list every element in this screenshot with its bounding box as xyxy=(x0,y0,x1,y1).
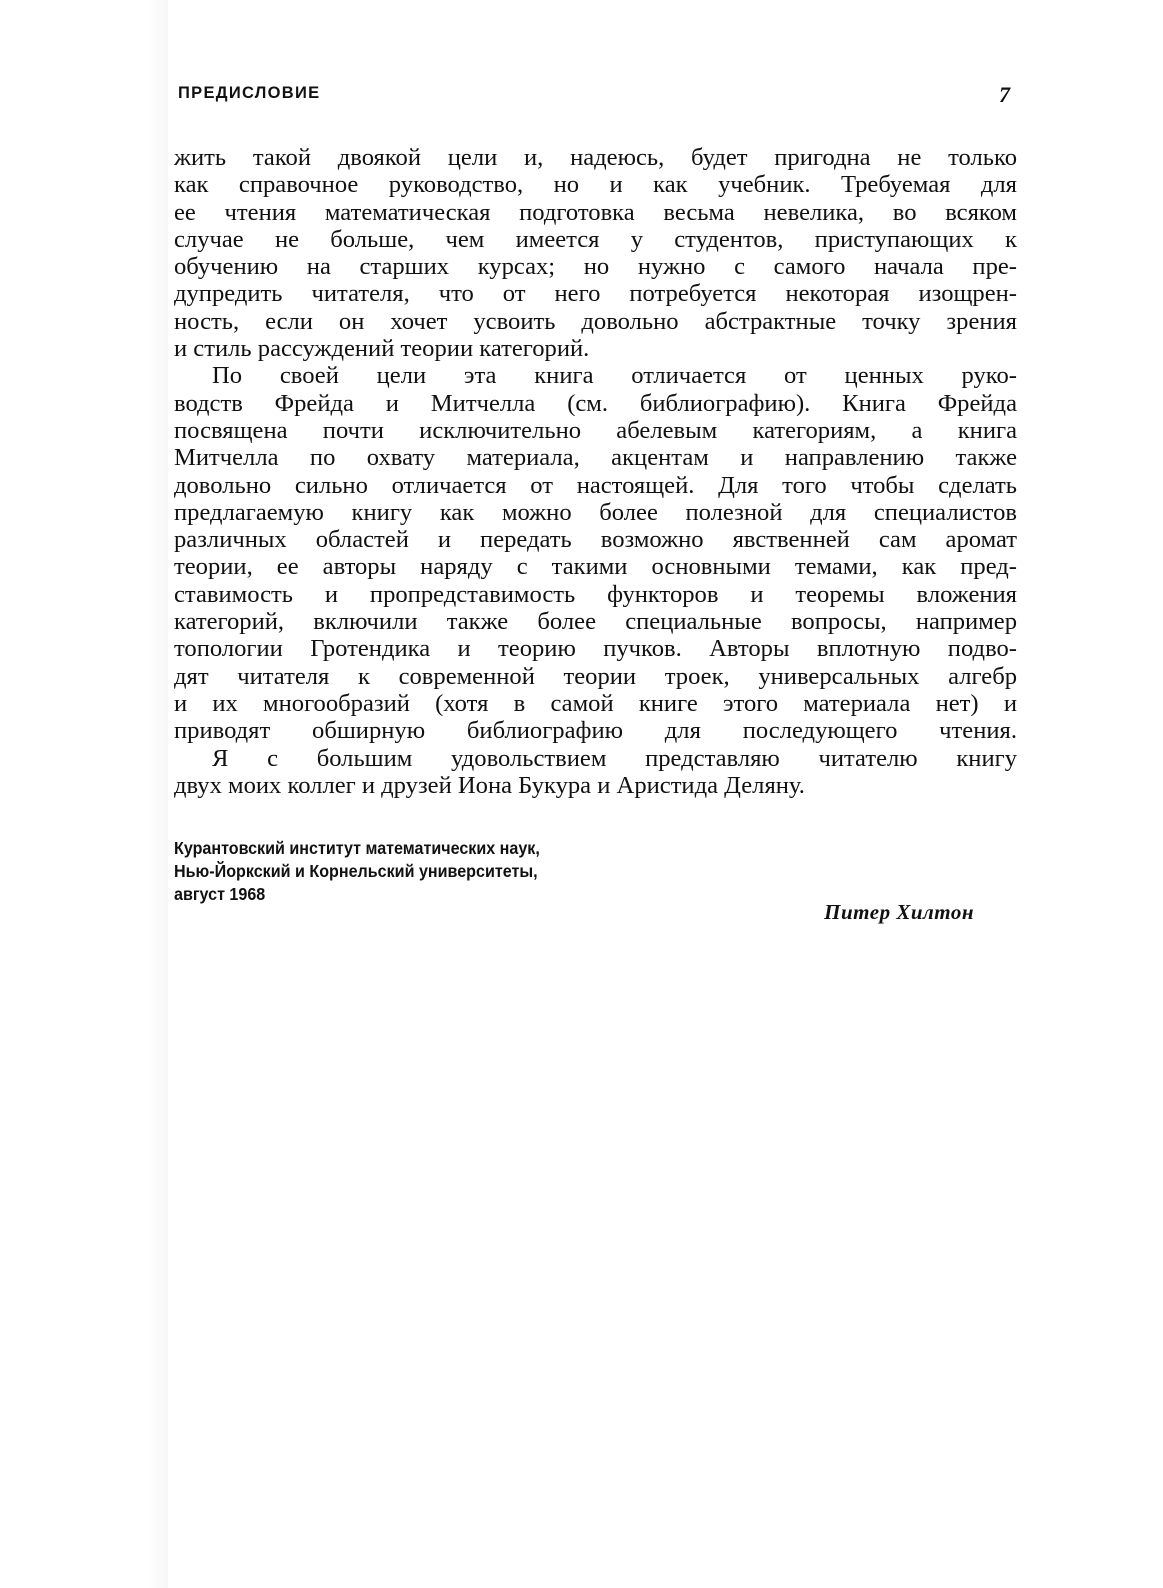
text-line: приводят обширную библиографию для последующего чтения. xyxy=(174,717,1017,745)
text-line: теории, ее авторы наряду с такими основными темами, как пред- xyxy=(174,553,1017,581)
text-line: обучению на старших курсах; но нужно с самого начала пре- xyxy=(174,253,1017,281)
preface-body-text xyxy=(174,144,1017,799)
text-line: жить такой двоякой цели и, надеюсь, будет пригодна не только xyxy=(174,144,1017,171)
section-title: ПРЕДИСЛОВИЕ xyxy=(178,84,321,102)
author-affiliation xyxy=(174,837,572,906)
running-header xyxy=(178,84,1016,108)
text-line: и стиль рассуждений теории категорий. xyxy=(174,335,590,363)
author-signature: Питер Хилтон xyxy=(824,900,974,924)
text-line: Митчелла по охвату материала, акцентам и направлению также xyxy=(174,444,1017,472)
text-line: дупредить читателя, что от него потребуется некоторая изощрен- xyxy=(174,280,1017,308)
affiliation-universities: Нью-Йоркский и Корнельский университеты, xyxy=(174,861,538,881)
text-line: как справочное руководство, но и как учебник. Требуемая для xyxy=(174,171,1017,199)
page-number: 7 xyxy=(999,82,1010,107)
text-line: довольно сильно отличается от настоящей. Для того чтобы сделать xyxy=(174,471,1017,499)
text-line: категорий, включили также более специальные вопросы, например xyxy=(174,608,1017,636)
text-line: водств Фрейда и Митчелла (см. библиографию). Книга Фрейда xyxy=(174,389,1017,417)
affiliation-institute: Курантовский институт математических наук, xyxy=(174,838,540,858)
affiliation-date: август 1968 xyxy=(174,884,266,904)
text-line: дят читателя к современной теории троек, универсальных алгебр xyxy=(174,662,1017,690)
text-line: топологии Гротендика и теорию пучков. Авторы вплотную подво- xyxy=(174,635,1017,663)
text-line: предлагаемую книгу как можно более полезной для специалистов xyxy=(174,498,1017,526)
text-line: По своей цели эта книга отличается от ценных руко- xyxy=(212,362,1017,390)
text-line: двух моих коллег и друзей Иона Букура и Аристида Деляну. xyxy=(174,771,805,799)
text-line: посвящена почти исключительно абелевым категориям, а книга xyxy=(174,416,1017,444)
text-line: различных областей и передать возможно явственней сам аромат xyxy=(174,526,1017,554)
text-line: случае не больше, чем имеется у студентов, приступающих к xyxy=(174,225,1017,253)
text-line: ность, если он хочет усвоить довольно абстрактные точку зрения xyxy=(174,307,1017,335)
text-line: ее чтения математическая подготовка весьма невелика, во всяком xyxy=(174,198,1017,226)
text-line: и их многообразий (хотя в самой книге этого материала нет) и xyxy=(174,689,1017,717)
text-line: Я с большим удовольствием представляю читателю книгу xyxy=(212,744,1017,772)
text-line: ставимость и пропредставимость функторов и теоремы вложения xyxy=(174,580,1017,608)
